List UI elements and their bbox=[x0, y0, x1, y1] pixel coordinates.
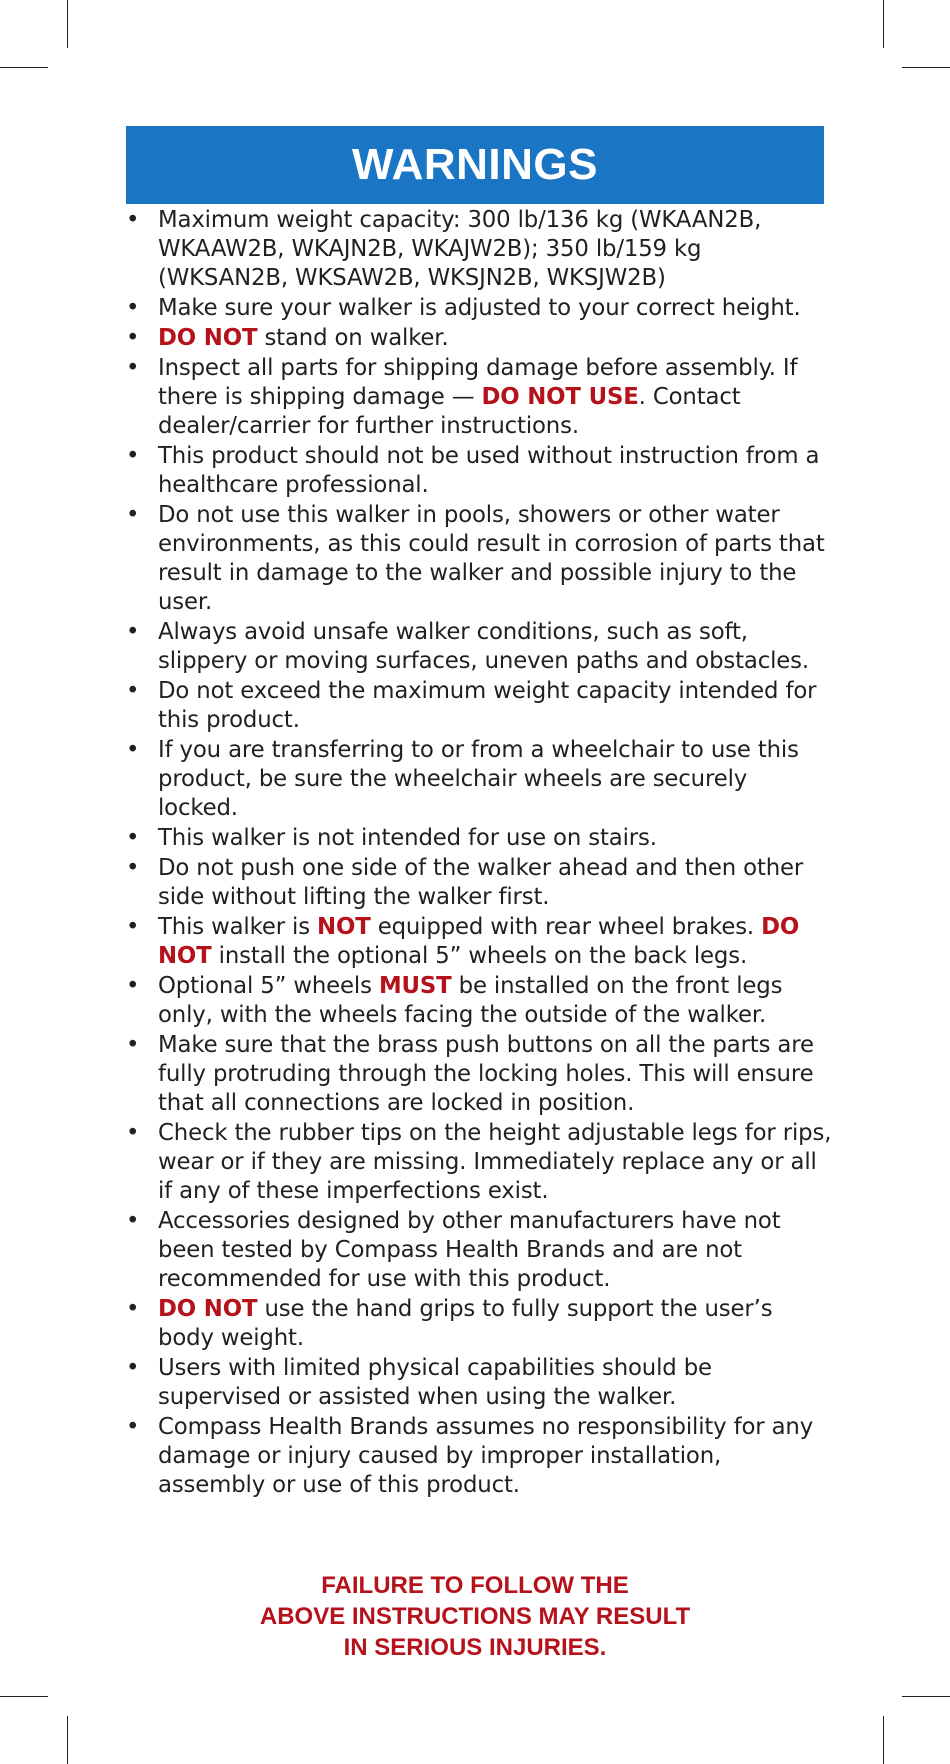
list-item: • Always avoid unsafe walker conditions, such as soft, slippery or moving surfaces, uneven paths and obstacles. bbox=[126, 619, 809, 674]
failure-notice bbox=[126, 1570, 824, 1663]
bullet-icon: • bbox=[126, 619, 140, 645]
bullet-icon: • bbox=[126, 1414, 140, 1440]
list-item: • If you are transferring to or from a wheelchair to use this product, be sure the wheelchair wheels are securely locked. bbox=[126, 737, 799, 821]
bullet-icon: • bbox=[126, 825, 140, 851]
bullet-icon: • bbox=[126, 973, 140, 999]
list-item: • Do not use this walker in pools, showers or other water environments, as this could result in corrosion of parts that result in damage to the walker and possible injury to the user. bbox=[126, 502, 825, 615]
failure-notice-line: ABOVE INSTRUCTIONS MAY RESULT bbox=[259, 1603, 691, 1630]
emphasis-text: DO NOT USE bbox=[481, 384, 639, 410]
list-item: • Accessories designed by other manufacturers have not been tested by Compass Health Brands and are not recommended for use with this product. bbox=[126, 1208, 781, 1292]
list-item: • Make sure that the brass push buttons on all the parts are fully protruding through the locking holes. This will ensure that all connections are locked in position. bbox=[126, 1032, 814, 1116]
emphasis-text: DO NOT bbox=[158, 914, 800, 969]
bullet-icon: • bbox=[126, 295, 140, 321]
bullet-icon: • bbox=[126, 1296, 140, 1322]
crop-mark bbox=[0, 1696, 48, 1697]
bullet-icon: • bbox=[126, 443, 140, 469]
crop-mark bbox=[67, 1716, 68, 1764]
bullet-icon: • bbox=[126, 678, 140, 704]
crop-mark bbox=[902, 1696, 950, 1697]
emphasis-text: NOT bbox=[317, 914, 371, 940]
bullet-icon: • bbox=[126, 502, 140, 528]
list-item: • DO NOT use the hand grips to fully support the user’s body weight. bbox=[126, 1296, 773, 1351]
failure-notice-line: FAILURE TO FOLLOW THE bbox=[321, 1572, 629, 1599]
list-item: • Do not exceed the maximum weight capacity intended for this product. bbox=[126, 678, 817, 733]
emphasis-text: DO NOT bbox=[158, 1296, 258, 1322]
crop-mark bbox=[883, 0, 884, 48]
warnings-list bbox=[126, 206, 832, 1501]
list-item: • Maximum weight capacity: 300 lb/136 kg (WKAAN2B, WKAAW2B, WKAJN2B, WKAJW2B); 350 lb/159 kg (WKSAN2B, WKSAW2B, WKSJN2B, WKSJW2B) bbox=[126, 207, 762, 291]
list-item: • Compass Health Brands assumes no responsibility for any damage or injury caused by improper installation, assembly or use of this product. bbox=[126, 1414, 814, 1498]
warnings-title: WARNINGS bbox=[126, 126, 824, 204]
crop-mark bbox=[883, 1716, 884, 1764]
emphasis-text: MUST bbox=[378, 973, 452, 999]
bullet-icon: • bbox=[126, 1355, 140, 1381]
list-item: • This product should not be used without instruction from a healthcare professional. bbox=[126, 443, 820, 498]
list-item: • Users with limited physical capabilities should be supervised or assisted when using the walker. bbox=[126, 1355, 712, 1410]
list-item: • Inspect all parts for shipping damage before assembly. If there is shipping damage — DO NOT USE. Contact dealer/carrier for further instructions. bbox=[126, 355, 798, 439]
list-item: • DO NOT stand on walker. bbox=[126, 325, 449, 351]
emphasis-text: DO NOT bbox=[158, 325, 258, 351]
bullet-icon: • bbox=[126, 1032, 140, 1058]
crop-mark bbox=[67, 0, 68, 48]
bullet-icon: • bbox=[126, 325, 140, 351]
bullet-icon: • bbox=[126, 1120, 140, 1146]
bullet-icon: • bbox=[126, 914, 140, 940]
bullet-icon: • bbox=[126, 1208, 140, 1234]
list-item: • Optional 5” wheels MUST be installed on the front legs only, with the wheels facing the outside of the walker. bbox=[126, 973, 783, 1028]
bullet-icon: • bbox=[126, 855, 140, 881]
list-item: • Do not push one side of the walker ahead and then other side without lifting the walker first. bbox=[126, 855, 804, 910]
list-item: • This walker is NOT equipped with rear wheel brakes. DO NOT install the optional 5” wheels on the back legs. bbox=[126, 914, 800, 969]
failure-notice-line: IN SERIOUS INJURIES. bbox=[343, 1634, 607, 1661]
crop-mark bbox=[0, 67, 48, 68]
list-item: • This walker is not intended for use on stairs. bbox=[126, 825, 657, 851]
bullet-icon: • bbox=[126, 207, 140, 233]
crop-mark bbox=[902, 67, 950, 68]
list-item: • Make sure your walker is adjusted to your correct height. bbox=[126, 295, 801, 321]
bullet-icon: • bbox=[126, 355, 140, 381]
bullet-icon: • bbox=[126, 737, 140, 763]
list-item: • Check the rubber tips on the height adjustable legs for rips, wear or if they are missing. Immediately replace any or all if any of these imperfections exist. bbox=[126, 1120, 832, 1204]
